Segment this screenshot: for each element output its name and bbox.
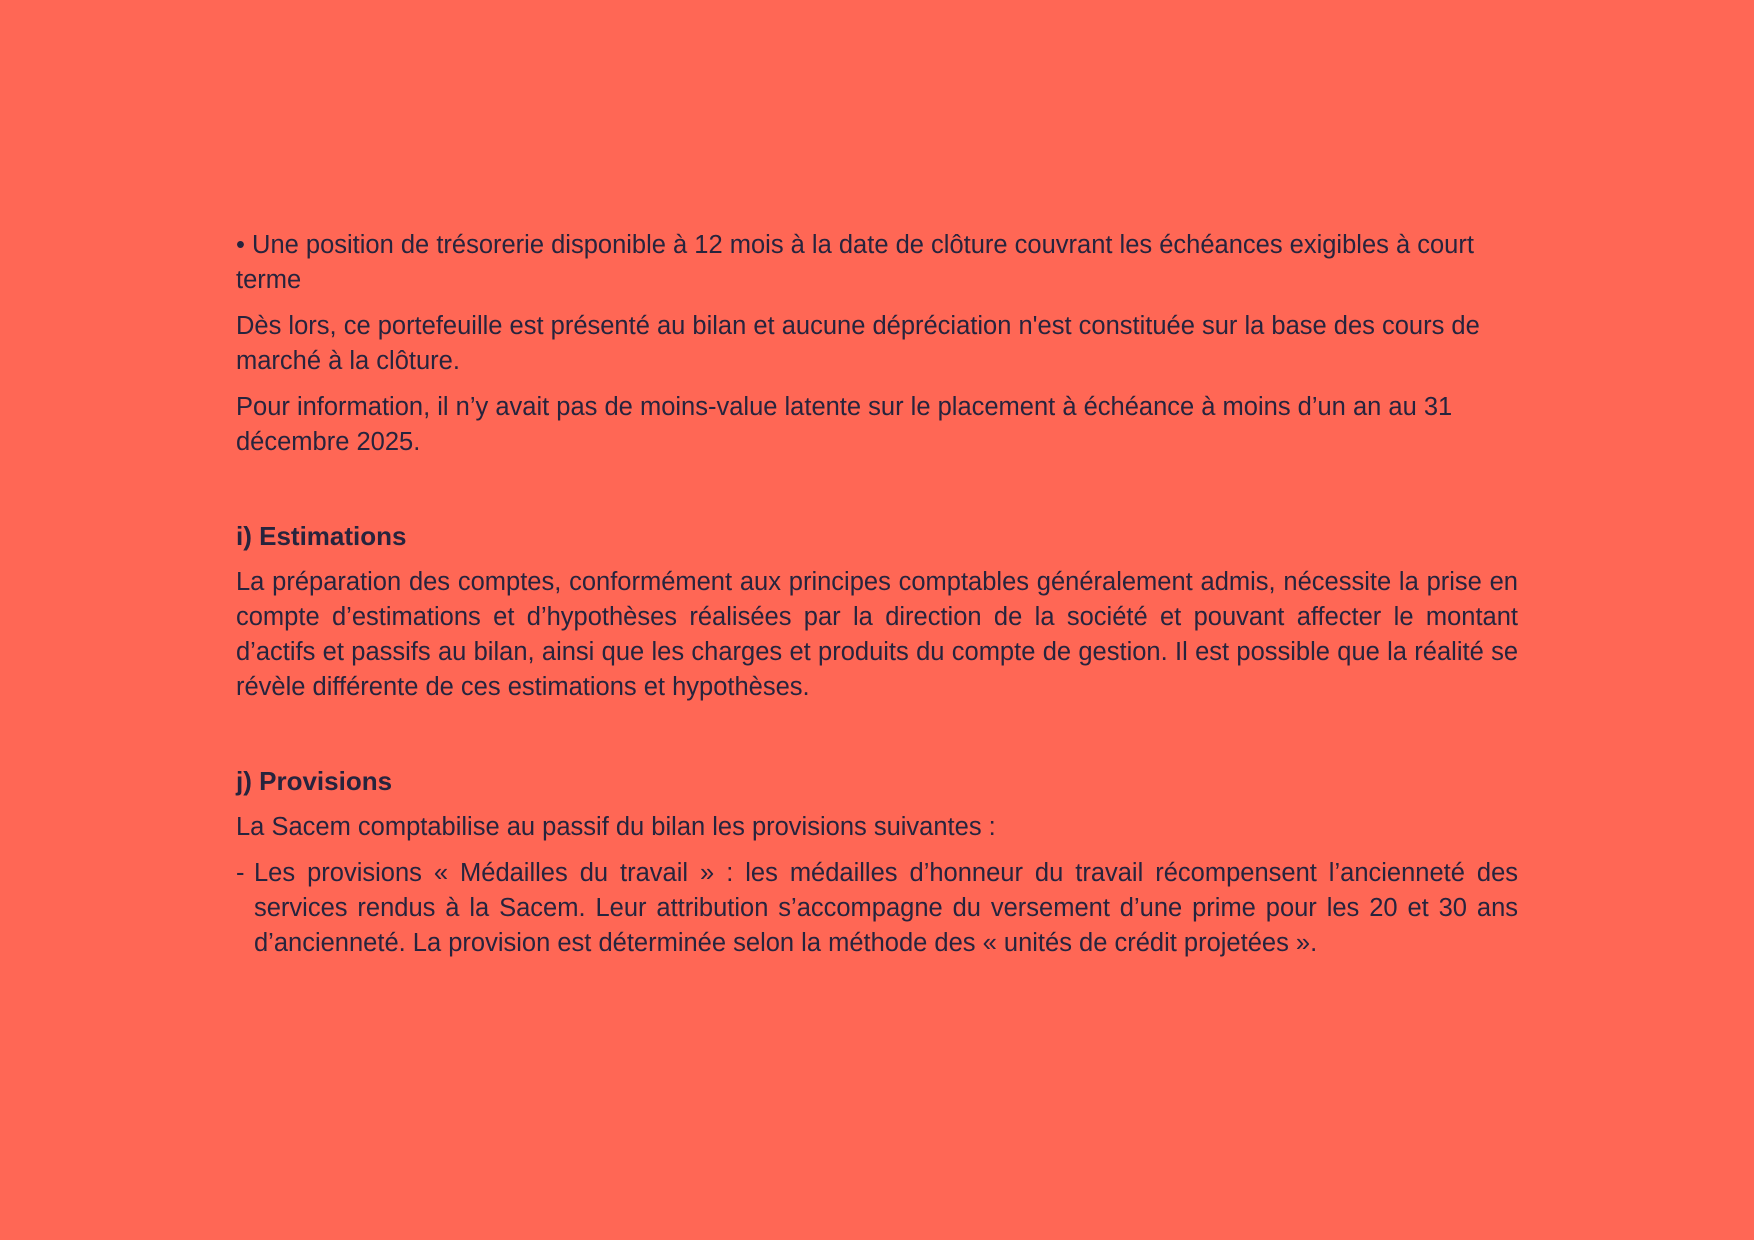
document-page	[236, 228, 1518, 972]
heading-provisions: j) Provisions	[236, 766, 393, 796]
paragraph-information: Pour information, il n’y avait pas de moins-value latente sur le placement à échéance à moins d’un an au 31 décembre 2025.	[236, 393, 1453, 456]
list-item	[236, 856, 1518, 961]
paragraph-portfolio: Dès lors, ce portefeuille est présenté au bilan et aucune dépréciation n'est constituée sur la base des cours de marché à la clôture.	[236, 312, 1480, 375]
bullet-marker: •	[236, 231, 245, 259]
bullet-item	[236, 228, 1518, 298]
dash-marker: -	[236, 859, 245, 887]
paragraph-provisions-intro: La Sacem comptabilise au passif du bilan les provisions suivantes :	[236, 813, 996, 841]
paragraph-estimations: La préparation des comptes, conformément aux principes comptables généralement admis, nécessite la prise en compte d’estimations et d’hypothèses réalisées par la direction de la société et pouvant affecter le montant d’actifs et passifs au bilan, ainsi que les charges et produits du compte de gestion. Il est possible que la réalité se révèle différente de ces estimations et hypothèses.	[236, 568, 1518, 701]
list-item-text: Les provisions « Médailles du travail » : les médailles d’honneur du travail récompensent l’ancienneté des services rendus à la Sacem. Leur attribution s’accompagne du versement d’une prime pour les 20 et 30 ans d’ancienneté. La provision est déterminée selon la méthode des « unités de crédit projetées ».	[254, 859, 1518, 957]
heading-estimations: i) Estimations	[236, 521, 407, 551]
bullet-text: Une position de trésorerie disponible à 12 mois à la date de clôture couvrant les échéances exigibles à court terme	[236, 231, 1474, 294]
section-spacer	[236, 716, 1518, 764]
section-spacer	[236, 471, 1518, 519]
